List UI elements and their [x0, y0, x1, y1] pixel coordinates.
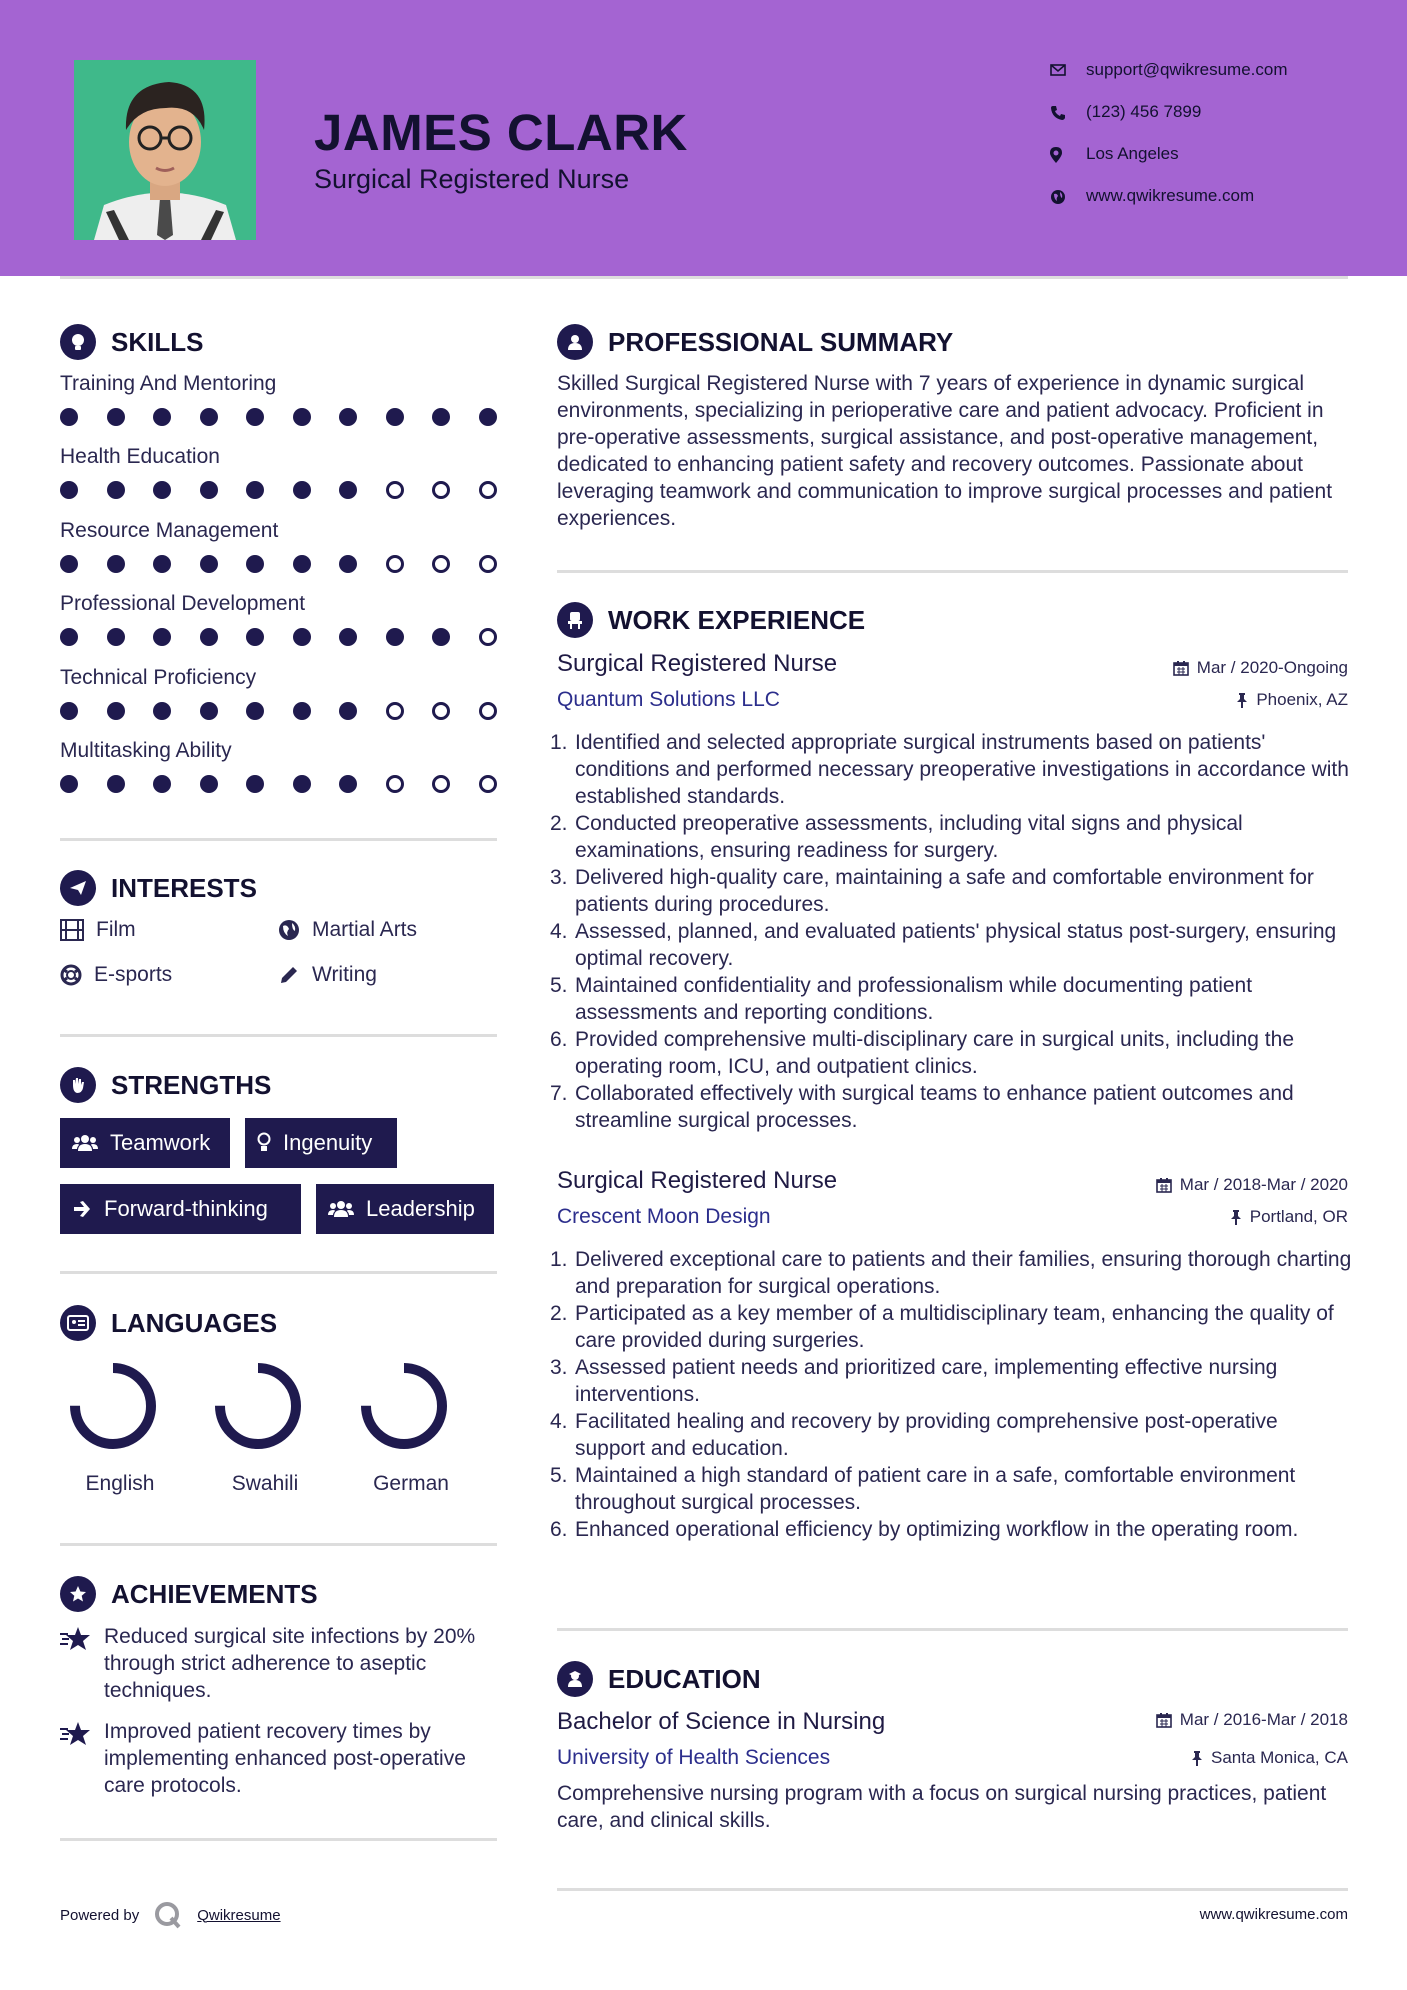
skill-rating — [60, 408, 525, 426]
achievement-item: Reduced surgical site infections by 20% through strict adherence to aseptic techniques. — [60, 1623, 500, 1704]
rating-dot — [432, 555, 450, 573]
location-text: Los Angeles — [1086, 144, 1179, 163]
duty-item: 7. Collaborated effectively with surgical teams to enhance patient outcomes and streamline surgical processes. — [550, 1082, 1294, 1132]
film-icon — [60, 919, 84, 941]
job-dates: Mar / 2020-Ongoing — [1173, 658, 1348, 678]
rating-dot — [293, 555, 311, 573]
rating-dot — [339, 481, 357, 499]
duty-item: 4. Assessed, planned, and evaluated patients' physical status post-surgery, ensuring optimal recovery. — [550, 920, 1337, 970]
language-name: English — [85, 1472, 155, 1495]
lightbulb-icon — [60, 324, 96, 360]
skill-rating — [60, 555, 525, 573]
lightbulb-icon — [257, 1132, 271, 1154]
interests-heading: INTERESTS — [60, 870, 257, 906]
pushpin-icon — [1230, 1209, 1242, 1225]
interests-divider — [60, 1034, 497, 1037]
job-duties — [550, 1246, 1352, 1543]
education-divider — [557, 1888, 1348, 1891]
job-location: Portland, OR — [1230, 1207, 1348, 1227]
work-divider — [557, 1628, 1348, 1631]
rating-dot — [339, 628, 357, 646]
rating-dot — [200, 702, 218, 720]
school-name: University of Health Sciences — [557, 1746, 831, 1769]
rating-dot — [432, 481, 450, 499]
rating-dot — [246, 481, 264, 499]
degree-title: Bachelor of Science in Nursing — [557, 1708, 886, 1735]
rating-dot — [246, 775, 264, 793]
rating-dot — [432, 775, 450, 793]
duty-item: 6. Provided comprehensive multi-disciplinary care in surgical units, including the operating room, ICU, and outpatient clinics. — [550, 1028, 1295, 1078]
interest-film: Film — [60, 918, 136, 942]
rating-dot — [386, 481, 404, 499]
rating-dot — [153, 555, 171, 573]
job-company: Quantum Solutions LLC — [557, 688, 780, 711]
languages-heading: LANGUAGES — [60, 1305, 277, 1341]
job-company: Crescent Moon Design — [557, 1205, 771, 1228]
rating-dot — [386, 775, 404, 793]
interest-e-sports: E-sports — [60, 963, 172, 987]
rating-dot — [339, 555, 357, 573]
rating-dot — [479, 555, 497, 573]
users-icon — [328, 1199, 354, 1219]
strength-forward-thinking: Forward-thinking — [60, 1184, 301, 1234]
rating-dot — [153, 775, 171, 793]
rating-dot — [339, 702, 357, 720]
languages-divider — [60, 1543, 497, 1546]
rating-dot — [479, 702, 497, 720]
arrow-right-icon — [72, 1199, 92, 1219]
education-description: Comprehensive nursing program with a focus on surgical nursing practices, patient care, and clinical skills. — [557, 1782, 1327, 1832]
language-gauge — [351, 1358, 471, 1463]
skill-name: Training And Mentoring — [60, 372, 277, 395]
candidate-title: Surgical Registered Nurse — [314, 164, 630, 194]
rating-dot — [479, 408, 497, 426]
rating-dot — [432, 628, 450, 646]
calendar-icon — [1173, 660, 1189, 676]
duty-item: 2. Participated as a key member of a multidisciplinary team, enhancing the quality of care provided during surgeries. — [550, 1302, 1334, 1352]
language-name: German — [373, 1472, 449, 1495]
summary-divider — [557, 570, 1348, 573]
header-divider — [60, 276, 1348, 279]
achievements-divider — [60, 1838, 497, 1841]
duty-item: 1. Identified and selected appropriate surgical instruments based on patients' conditions and performed necessary preoperative investigations in accordance with established standards. — [550, 731, 1349, 808]
rating-dot — [200, 408, 218, 426]
pencil-icon — [278, 964, 300, 986]
star-badge-icon — [60, 1576, 96, 1612]
education-heading: EDUCATION — [557, 1661, 761, 1697]
star-icon — [60, 1626, 92, 1652]
duty-item: 5. Maintained confidentiality and professionalism while documenting patient assessments and reporting conditions. — [550, 974, 1253, 1024]
achievements-heading: ACHIEVEMENTS — [60, 1576, 318, 1612]
rating-dot — [432, 702, 450, 720]
footer-powered-by: Powered by Qwikresume — [60, 1900, 281, 1930]
skill-name: Health Education — [60, 445, 220, 469]
summary-text: Skilled Surgical Registered Nurse with 7 years of experience in dynamic surgical environments, specializing in perioperative care and patient advocacy. Proficient in pre-operative assessments, surgical assistance, and post-operative management, dedicated to enhancing patient safety and recovery outcomes. Passionate about leveraging teamwork and communication to improve surgical processes and patient experiences. — [557, 372, 1333, 530]
skill-name: Resource Management — [60, 518, 279, 542]
pushpin-icon — [1236, 692, 1248, 708]
rating-dot — [386, 408, 404, 426]
rating-dot — [246, 628, 264, 646]
skill-name: Multitasking Ability — [60, 739, 232, 762]
rating-dot — [200, 628, 218, 646]
language-name: Swahili — [231, 1472, 299, 1495]
skills-heading: SKILLS — [60, 324, 203, 360]
graduate-icon — [557, 1661, 593, 1697]
skill-name: Professional Development — [60, 592, 306, 616]
paper-plane-icon — [60, 870, 96, 906]
duty-item: 4. Facilitated healing and recovery by providing comprehensive post-operative support and education. — [550, 1410, 1278, 1460]
rating-dot — [60, 775, 78, 793]
duty-item: 3. Assessed patient needs and prioritized care, implementing effective nursing interventions. — [550, 1356, 1278, 1406]
strength-teamwork: Teamwork — [60, 1118, 230, 1168]
rating-dot — [293, 481, 311, 499]
rating-dot — [153, 702, 171, 720]
job-location: Phoenix, AZ — [1236, 690, 1348, 710]
rating-dot — [153, 628, 171, 646]
duty-item: 5. Maintained a high standard of patient care in a safe, comfortable environment throughout surgical processes. — [550, 1464, 1296, 1514]
id-card-icon — [60, 1305, 96, 1341]
qwikresume-logo-icon — [153, 1900, 183, 1930]
rating-dot — [107, 555, 125, 573]
rating-dot — [107, 702, 125, 720]
rating-dot — [107, 408, 125, 426]
duty-item: 6. Enhanced operational efficiency by optimizing workflow in the operating room. — [550, 1518, 1299, 1541]
rating-dot — [479, 775, 497, 793]
rating-dot — [339, 775, 357, 793]
skill-rating — [60, 481, 525, 499]
job-dates: Mar / 2018-Mar / 2020 — [1156, 1175, 1348, 1195]
footer-brand-link[interactable]: Qwikresume — [197, 1906, 281, 1924]
chair-icon — [557, 602, 593, 638]
phone-text: (123) 456 7899 — [1086, 102, 1202, 121]
strength-ingenuity: Ingenuity — [245, 1118, 397, 1168]
hand-icon — [60, 1067, 96, 1103]
rating-dot — [293, 408, 311, 426]
rating-dot — [200, 481, 218, 499]
contact-email[interactable] — [1050, 55, 1288, 97]
contact-location — [1050, 139, 1288, 181]
rating-dot — [293, 702, 311, 720]
rating-dot — [246, 702, 264, 720]
rating-dot — [200, 775, 218, 793]
achievement-item: Improved patient recovery times by implementing enhanced post-operative care protocols. — [60, 1718, 500, 1799]
star-icon — [60, 1721, 92, 1747]
rating-dot — [246, 555, 264, 573]
rating-dot — [60, 628, 78, 646]
candidate-name: JAMES CLARK — [314, 104, 688, 161]
globe-icon — [278, 919, 300, 941]
footer-website-link[interactable]: www.qwikresume.com — [1199, 1906, 1348, 1923]
calendar-icon — [1156, 1712, 1172, 1728]
language-gauge — [60, 1358, 180, 1463]
header-banner — [0, 0, 1407, 276]
users-icon — [72, 1133, 98, 1153]
summary-heading: PROFESSIONAL SUMMARY — [557, 324, 953, 360]
map-pin-icon — [1050, 147, 1062, 163]
work-heading: WORK EXPERIENCE — [557, 602, 865, 638]
rating-dot — [60, 408, 78, 426]
rating-dot — [293, 775, 311, 793]
interest-martial-arts: Martial Arts — [278, 918, 417, 942]
rating-dot — [386, 702, 404, 720]
job-title: Surgical Registered Nurse — [557, 1167, 838, 1194]
skill-rating — [60, 628, 525, 646]
rating-dot — [107, 628, 125, 646]
life-ring-icon — [60, 964, 82, 986]
user-icon — [557, 324, 593, 360]
skill-name: Technical Proficiency — [60, 665, 257, 689]
rating-dot — [153, 408, 171, 426]
contact-list — [1050, 55, 1288, 223]
rating-dot — [479, 481, 497, 499]
interest-writing: Writing — [278, 963, 377, 987]
globe-icon — [1050, 189, 1066, 205]
rating-dot — [246, 408, 264, 426]
website-text: www.qwikresume.com — [1086, 186, 1255, 205]
education-location: Santa Monica, CA — [1191, 1748, 1348, 1768]
duty-item: 2. Conducted preoperative assessments, including vital signs and physical examinations, ensuring readiness for surgery. — [550, 812, 1243, 862]
email-text: support@qwikresume.com — [1086, 60, 1288, 79]
language-gauge — [205, 1358, 325, 1463]
rating-dot — [386, 555, 404, 573]
rating-dot — [339, 408, 357, 426]
profile-photo — [74, 60, 256, 240]
pushpin-icon — [1191, 1750, 1203, 1766]
skills-divider — [60, 838, 497, 841]
contact-phone[interactable] — [1050, 97, 1288, 139]
rating-dot — [107, 775, 125, 793]
envelope-icon — [1050, 63, 1066, 77]
strength-leadership: Leadership — [316, 1184, 494, 1234]
calendar-icon — [1156, 1177, 1172, 1193]
rating-dot — [386, 628, 404, 646]
rating-dot — [293, 628, 311, 646]
rating-dot — [153, 481, 171, 499]
contact-website[interactable] — [1050, 181, 1288, 223]
skill-rating — [60, 775, 525, 793]
duty-item: 3. Delivered high-quality care, maintaining a safe and comfortable environment for patients during procedures. — [550, 866, 1314, 916]
rating-dot — [200, 555, 218, 573]
rating-dot — [107, 481, 125, 499]
job-title: Surgical Registered Nurse — [557, 650, 838, 677]
skill-rating — [60, 702, 525, 720]
rating-dot — [60, 555, 78, 573]
duty-item: 1. Delivered exceptional care to patients and their families, ensuring thorough charting and preparation for surgical operations. — [550, 1248, 1352, 1298]
education-dates: Mar / 2016-Mar / 2018 — [1156, 1710, 1348, 1730]
job-duties — [550, 729, 1352, 1134]
phone-icon — [1050, 105, 1066, 121]
rating-dot — [432, 408, 450, 426]
strengths-divider — [60, 1271, 497, 1274]
rating-dot — [479, 628, 497, 646]
rating-dot — [60, 702, 78, 720]
strengths-heading: STRENGTHS — [60, 1067, 271, 1103]
rating-dot — [60, 481, 78, 499]
